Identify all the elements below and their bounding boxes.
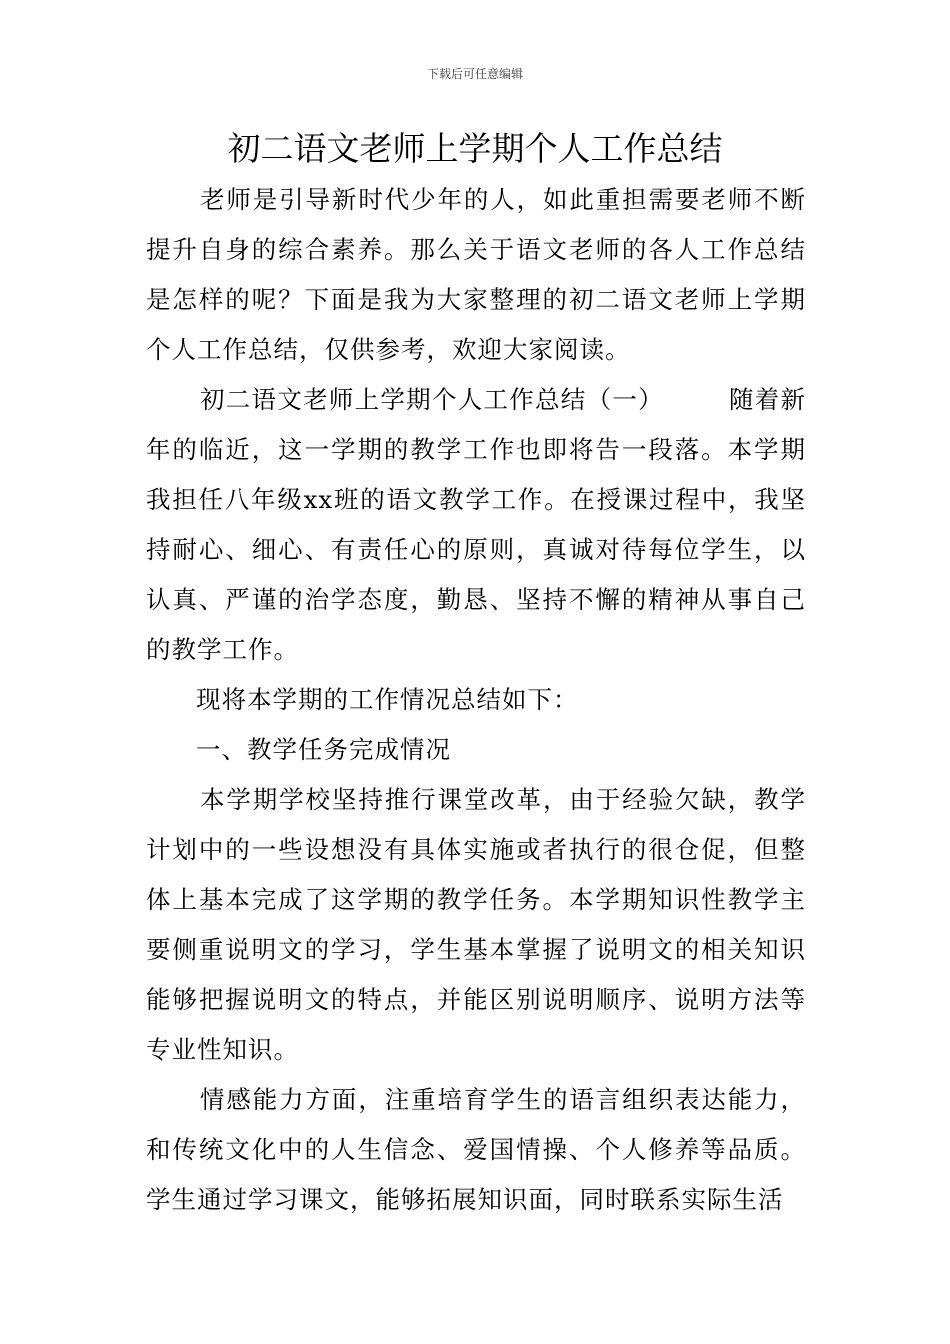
paragraph-teaching-tasks: 本学期学校坚持推行课堂改革，由于经验欠缺，教学计划中的一些设想没有具体实施或者执行的很仓促，但整体上基本完成了这学期的教学任务。本学期知识性教学主要侧重说明文的学习，学生基本掌握了说明文的相关知识能够把握说明文的特点，并能区别说明顺序、说明方法等专业性知识。 [146, 785, 806, 1064]
paragraph-summary-lead: 现将本学期的工作情况总结如下： [196, 685, 579, 714]
paragraph-emotional-ability: 情感能力方面，注重培育学生的语言组织表达能力，和传统文化中的人生信念、爱国情操、个人修养等品质。学生通过学习课文，能够拓展知识面，同时联系实际生活 [146, 1085, 806, 1214]
document-title: 初二语文老师上学期个人工作总结 [227, 129, 723, 168]
paragraph-section-one-opening: 初二语文老师上学期个人工作总结（一） 随着新年的临近，这一学期的教学工作也即将告一段落。本学期我担任八年级xx班的语文教学工作。在授课过程中，我坚持耐心、细心、有责任心的原则，真诚对待每位学生，以认真、严谨的治学态度，勤恳、坚持不懈的精神从事自己的教学工作。 [146, 385, 806, 664]
paragraph-heading-teaching-tasks: 一、教学任务完成情况 [196, 735, 451, 764]
paragraph-intro: 老师是引导新时代少年的人，如此重担需要老师不断提升自身的综合素养。那么关于语文老师的各人工作总结是怎样的呢？下面是我为大家整理的初二语文老师上学期个人工作总结，仅供参考，欢迎大家阅读。 [146, 185, 806, 364]
header-note: 下载后可任意编辑 [426, 67, 523, 81]
document-body [146, 175, 806, 1225]
